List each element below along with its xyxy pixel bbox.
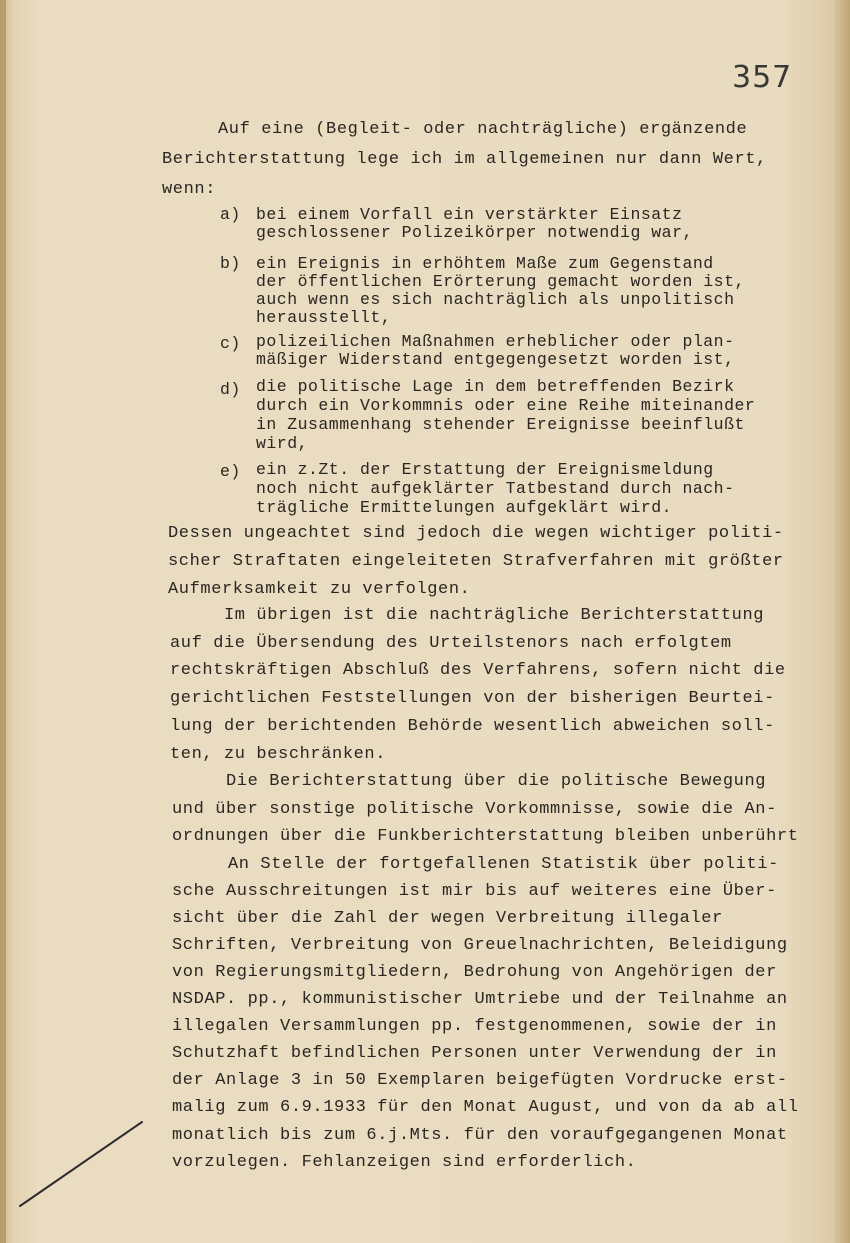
body-line: malig zum 6.9.1933 für den Monat August, und von da ab all xyxy=(172,1098,799,1117)
list-item-line: wird, xyxy=(256,434,309,453)
body-line: An Stelle der fortgefallenen Statistik über politi- xyxy=(228,855,779,874)
intro-line: Auf eine (Begleit- oder nachträgliche) ergänzende xyxy=(218,120,748,139)
body-line: von Regierungsmitgliedern, Bedrohung von Angehörigen der xyxy=(172,963,777,982)
page-right-edge xyxy=(834,0,850,1243)
intro-line: Berichterstattung lege ich im allgemeinen nur dann Wert, xyxy=(162,150,767,169)
list-item-line: auch wenn es sich nachträglich als unpolitisch xyxy=(256,290,735,309)
body-line: NSDAP. pp., kommunistischer Umtriebe und der Teilnahme an xyxy=(172,990,788,1009)
body-line: Aufmerksamkeit zu verfolgen. xyxy=(168,580,471,599)
body-line: illegalen Versammlungen pp. festgenommenen, sowie der in xyxy=(172,1017,777,1036)
list-marker-c: c) xyxy=(220,334,241,353)
list-item-line: bei einem Vorfall ein verstärkter Einsatz xyxy=(256,205,683,224)
pen-stroke-mark xyxy=(10,1110,160,1220)
body-line: sche Ausschreitungen ist mir bis auf weiteres eine Über- xyxy=(172,882,777,901)
body-line: Dessen ungeachtet sind jedoch die wegen wichtiger politi- xyxy=(168,524,784,543)
list-item-line: polizeilichen Maßnahmen erheblicher oder plan- xyxy=(256,332,735,351)
list-item-line: der öffentlichen Erörterung gemacht worden ist, xyxy=(256,272,745,291)
intro-line: wenn: xyxy=(162,180,217,199)
list-marker-d: d) xyxy=(220,380,241,399)
list-item-line: mäßiger Widerstand entgegengesetzt worden ist, xyxy=(256,350,735,369)
list-item-line: trägliche Ermittelungen aufgeklärt wird. xyxy=(256,498,673,517)
body-line: Im übrigen ist die nachträgliche Berichterstattung xyxy=(224,606,765,625)
body-line: rechtskräftigen Abschluß des Verfahrens, sofern nicht die xyxy=(170,661,786,680)
body-line: monatlich bis zum 6.j.Mts. für den voraufgegangenen Monat xyxy=(172,1126,788,1145)
list-marker-e: e) xyxy=(220,462,241,481)
list-marker-a: a) xyxy=(220,205,241,224)
body-line: Schriften, Verbreitung von Greuelnachrichten, Beleidigung xyxy=(172,936,788,955)
list-item-line: durch ein Vorkommnis oder eine Reihe miteinander xyxy=(256,396,756,415)
body-line: auf die Übersendung des Urteilstenors nach erfolgtem xyxy=(170,634,732,653)
body-line: ordnungen über die Funkberichterstattung bleiben unberührt xyxy=(172,827,799,846)
body-line: der Anlage 3 in 50 Exemplaren beigefügten Vordrucke erst- xyxy=(172,1071,788,1090)
page-number: 357 xyxy=(732,60,793,95)
body-line: sicht über die Zahl der wegen Verbreitung illegaler xyxy=(172,909,723,928)
body-line: ten, zu beschränken. xyxy=(170,745,387,764)
body-line: und über sonstige politische Vorkommnisse, sowie die An- xyxy=(172,800,777,819)
list-item-line: in Zusammenhang stehender Ereignisse beeinflußt xyxy=(256,415,745,434)
list-item-line: geschlossener Polizeikörper notwendig war, xyxy=(256,223,693,242)
list-item-line: noch nicht aufgeklärter Tatbestand durch nach- xyxy=(256,479,735,498)
body-line: vorzulegen. Fehlanzeigen sind erforderlich. xyxy=(172,1153,637,1172)
body-line: Die Berichterstattung über die politische Bewegung xyxy=(226,772,767,791)
body-line: scher Straftaten eingeleiteten Strafverfahren mit größter xyxy=(168,552,784,571)
body-line: gerichtlichen Feststellungen von der bisherigen Beurtei- xyxy=(170,689,775,708)
list-item-line: ein z.Zt. der Erstattung der Ereignismeldung xyxy=(256,460,714,479)
body-line: lung der berichtenden Behörde wesentlich abweichen soll- xyxy=(170,717,775,736)
page-left-edge xyxy=(0,0,6,1243)
body-line: Schutzhaft befindlichen Personen unter Verwendung der in xyxy=(172,1044,777,1063)
list-item-line: ein Ereignis in erhöhtem Maße zum Gegenstand xyxy=(256,254,714,273)
list-item-line: die politische Lage in dem betreffenden Bezirk xyxy=(256,377,735,396)
list-marker-b: b) xyxy=(220,254,241,273)
list-item-line: herausstellt, xyxy=(256,308,392,327)
